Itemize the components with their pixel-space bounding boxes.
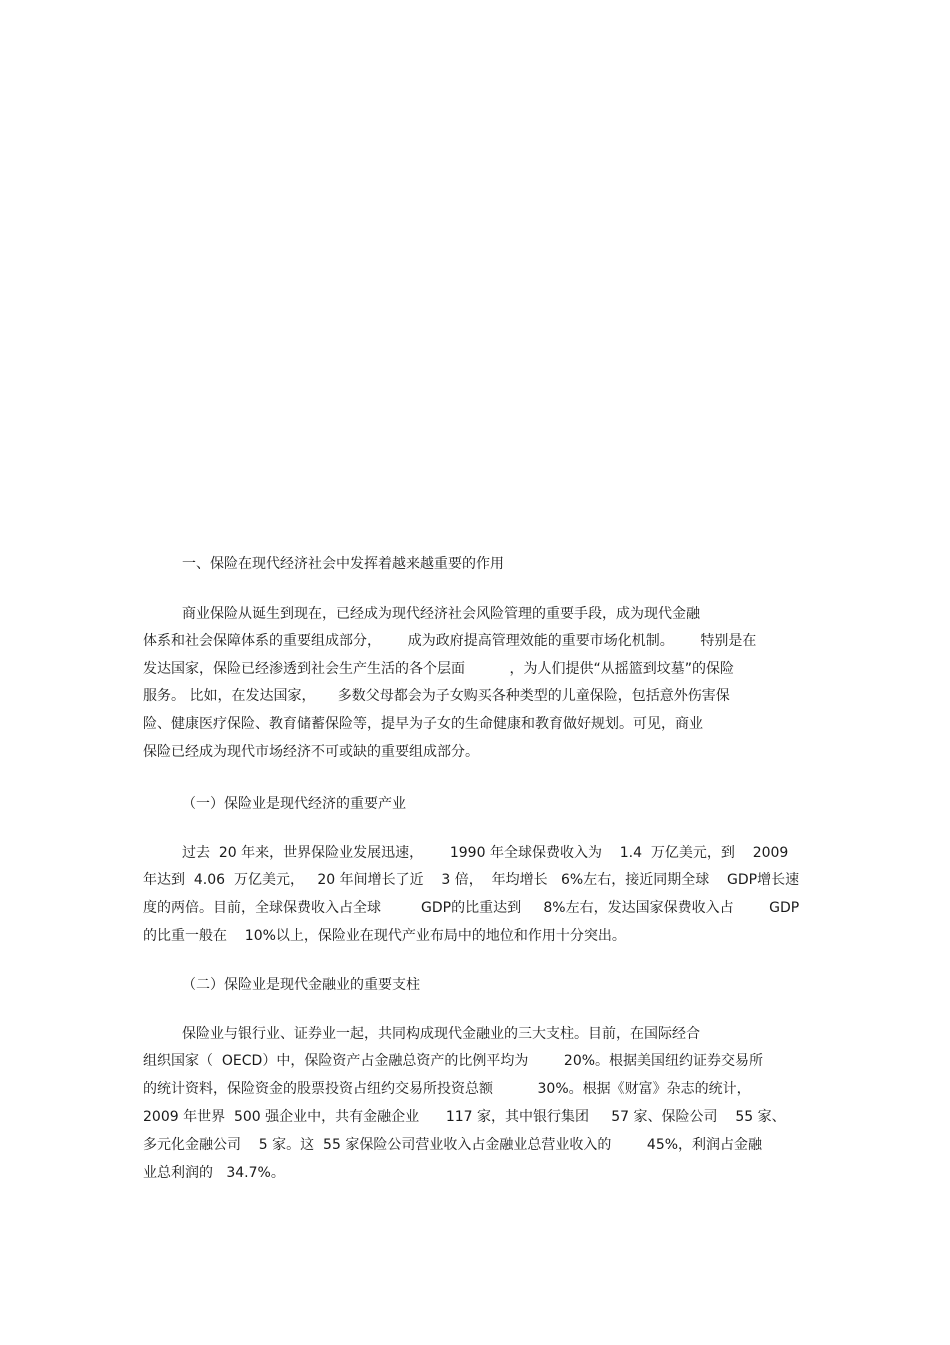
paragraph-line: 的统计资料，保险资金的股票投资占纽约交易所投资总额 30%。根据《财富》杂志的统计， (143, 1081, 751, 1097)
paragraph-line: 险、健康医疗保险、教育储蓄保险等，提早为子女的生命健康和教育做好规划。可见，商业 (143, 716, 703, 732)
section-heading: （二）保险业是现代金融业的重要支柱 (182, 977, 420, 993)
paragraph-line: 多元化金融公司 5 家。这 55 家保险公司营业收入占金融业总营业收入的 45%，利润占金融 (143, 1137, 763, 1153)
section-heading: （一）保险业是现代经济的重要产业 (182, 796, 406, 812)
paragraph-line: 发达国家，保险已经渗透到社会生产生活的各个层面 ，为人们提供“从摇篮到坟墓”的保险 (143, 661, 735, 677)
paragraph-line: 过去 20 年来，世界保险业发展迅速， 1990 年全球保费收入为 1.4 万亿美元，到 2009 (182, 845, 789, 861)
paragraph-line: 保险业与银行业、证券业一起，共同构成现代金融业的三大支柱。目前，在国际经合 (182, 1026, 700, 1042)
section-heading: 一、保险在现代经济社会中发挥着越来越重要的作用 (182, 556, 504, 572)
paragraph-line: 组织国家（ OECD）中，保险资产占金融总资产的比例平均为 20%。根据美国纽约证券交易所 (143, 1053, 764, 1069)
paragraph-line: 度的两倍。目前，全球保费收入占全球 GDP的比重达到 8%左右，发达国家保费收入占 GDP (143, 900, 800, 916)
paragraph-line: 业总利润的 34.7%。 (143, 1165, 285, 1181)
paragraph-line: 的比重一般在 10%以上，保险业在现代产业布局中的地位和作用十分突出。 (143, 928, 626, 944)
paragraph-line: 2009 年世界 500 强企业中，共有金融企业 117 家，其中银行集团 57 家、保险公司 55 家、 (143, 1109, 786, 1125)
paragraph-line: 保险已经成为现代市场经济不可或缺的重要组成部分。 (143, 744, 479, 760)
paragraph-line: 体系和社会保障体系的重要组成部分， 成为政府提高管理效能的重要市场化机制。 特别是在 (143, 633, 757, 649)
paragraph-line: 年达到 4.06 万亿美元， 20 年间增长了近 3 倍， 年均增长 6%左右，接近同期全球 GDP增长速 (143, 872, 800, 888)
paragraph-line: 服务。 比如，在发达国家， 多数父母都会为子女购买各种类型的儿童保险，包括意外伤害保 (143, 688, 730, 704)
paragraph-line: 商业保险从诞生到现在，已经成为现代经济社会风险管理的重要手段，成为现代金融 (182, 606, 700, 622)
